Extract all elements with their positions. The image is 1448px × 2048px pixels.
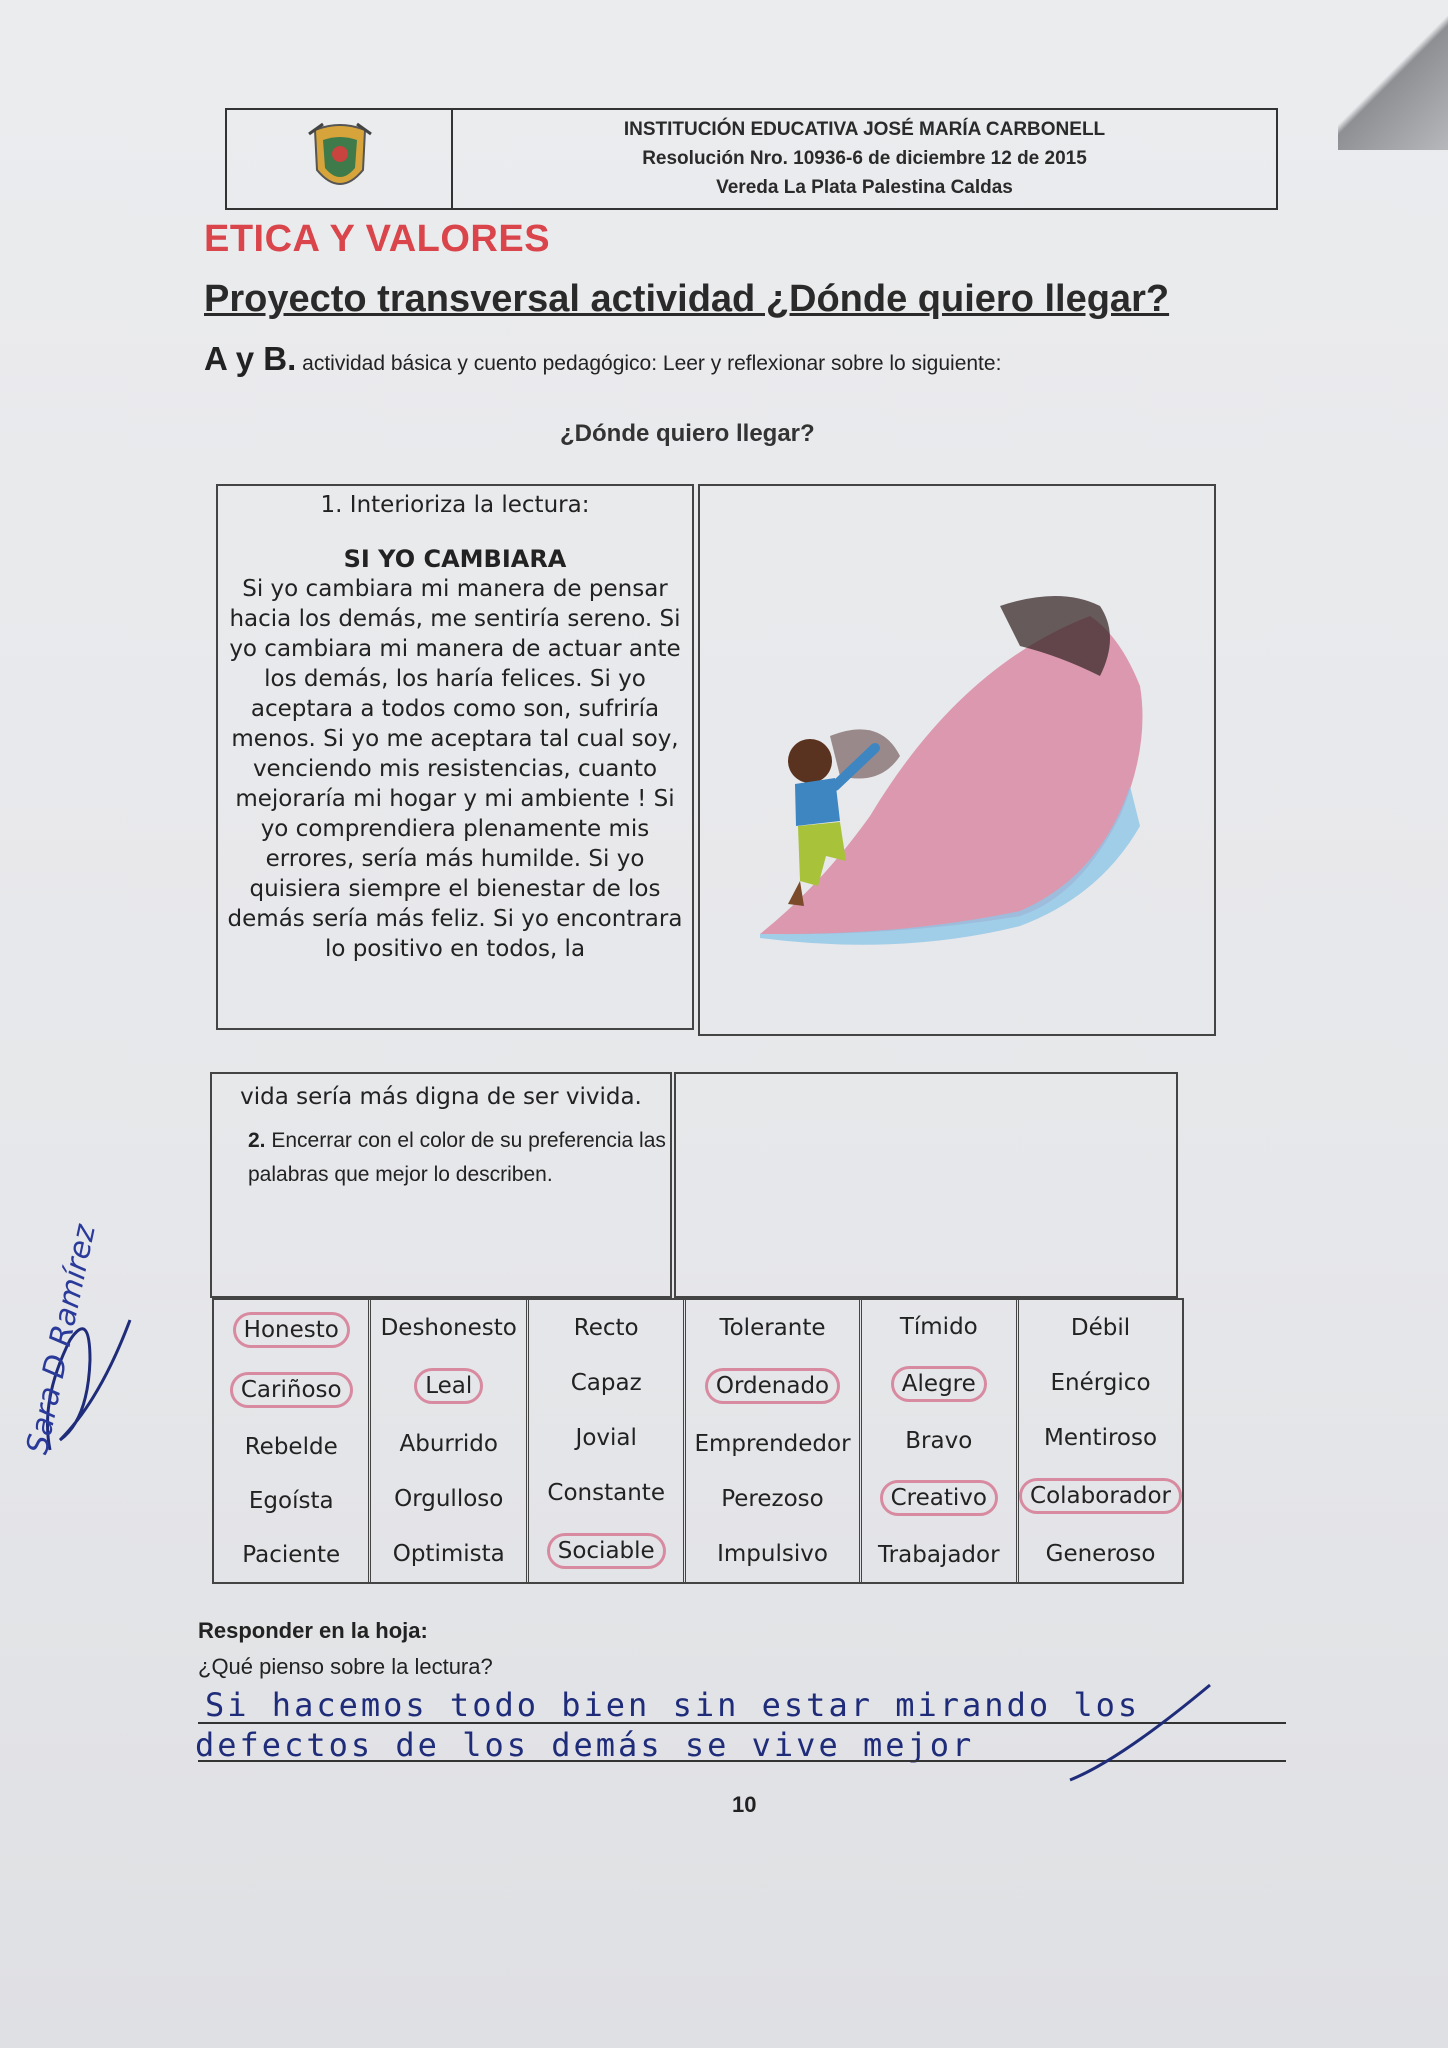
circled-word: Alegre bbox=[891, 1366, 987, 1402]
reading-title: ¿Dónde quiero llegar? bbox=[560, 420, 815, 447]
reading-box bbox=[216, 484, 694, 1030]
circled-word: Sociable bbox=[547, 1533, 666, 1569]
activity-instructions bbox=[204, 340, 1001, 378]
project-title: Proyecto transversal actividad ¿Dónde quiero llegar? bbox=[204, 278, 1170, 320]
circled-word: Honesto bbox=[233, 1312, 350, 1348]
word-column bbox=[371, 1300, 528, 1582]
word-option: Mentiroso bbox=[1043, 1424, 1158, 1451]
word-grid bbox=[212, 1298, 1184, 1584]
handwritten-answer-line-1: Si hacemos todo bien sin estar mirando los bbox=[205, 1686, 1141, 1724]
step2-instructions bbox=[248, 1124, 670, 1192]
word-column bbox=[686, 1300, 861, 1582]
word-option: Orgulloso bbox=[394, 1486, 504, 1513]
circled-word: Colaborador bbox=[1019, 1478, 1182, 1514]
resolution-line: Resolución Nro. 10936-6 de diciembre 12 de 2015 bbox=[642, 147, 1087, 169]
circled-word: Ordenado bbox=[705, 1368, 840, 1404]
word-option: Impulsivo bbox=[717, 1541, 828, 1568]
location-line: Vereda La Plata Palestina Caldas bbox=[716, 176, 1013, 198]
activity-prefix: A y B. bbox=[204, 340, 297, 377]
check-mark-icon bbox=[1060, 1680, 1220, 1790]
school-crest-icon bbox=[227, 110, 453, 210]
word-option: Constante bbox=[547, 1480, 665, 1507]
story-body: Si yo cambiara mi manera de pensar hacia los demás, me sentiría sereno. Si yo cambiara mi manera de actuar ante los demás, los haría felices. Si yo aceptara a todos como son, sufriría menos. Si yo me aceptara tal cual soy, venciendo mis resistencias, cuanto mejoraría mi hogar y mi ambiente ! Si yo comprendiera plenamente mis errores, sería más humilde. Si yo quisiera siempre el bienestar de los demás sería más feliz. Si yo encontrara lo positivo en todos, la bbox=[227, 576, 683, 962]
handwritten-signature bbox=[20, 1221, 210, 1600]
word-column bbox=[862, 1300, 1019, 1582]
child-climbing-mountain-drawing bbox=[700, 486, 1214, 1034]
handwritten-answer-line-2: defectos de los demás se vive mejor bbox=[195, 1726, 975, 1764]
logo-cell bbox=[227, 110, 453, 208]
word-option: Generoso bbox=[1045, 1541, 1156, 1568]
step2-number: 2. bbox=[248, 1129, 266, 1152]
word-option: Paciente bbox=[242, 1542, 341, 1568]
word-option: Deshonesto bbox=[380, 1314, 517, 1341]
word-option: Emprendedor bbox=[694, 1430, 851, 1457]
word-option: Capaz bbox=[570, 1369, 642, 1396]
word-option: Perezoso bbox=[721, 1486, 824, 1513]
subject-title: ETICA Y VALORES bbox=[204, 218, 551, 260]
word-option: Jovial bbox=[575, 1424, 637, 1451]
word-option: Tolerante bbox=[719, 1314, 826, 1341]
word-option: Optimista bbox=[392, 1541, 505, 1568]
institution-header bbox=[225, 108, 1278, 210]
word-option: Bravo bbox=[905, 1428, 973, 1454]
institution-name: INSTITUCIÓN EDUCATIVA JOSÉ MARÍA CARBONELL bbox=[623, 119, 1106, 141]
empty-box bbox=[674, 1072, 1178, 1298]
story-continuation: vida sería más digna de ser vivida. bbox=[240, 1084, 642, 1110]
word-column bbox=[1019, 1300, 1182, 1582]
answer-label: Responder en la hoja: bbox=[198, 1618, 428, 1643]
circled-word: Creativo bbox=[880, 1480, 998, 1516]
page-number: 10 bbox=[732, 1792, 757, 1817]
page-corner-shadow bbox=[1338, 0, 1448, 150]
word-column bbox=[214, 1300, 371, 1582]
word-option: Aburrido bbox=[399, 1430, 498, 1457]
story-title: SI YO CAMBIARA bbox=[343, 545, 567, 573]
activity-text: actividad básica y cuento pedagógico: Leer y reflexionar sobre lo siguiente: bbox=[302, 352, 1002, 375]
reflection-question: ¿Qué pienso sobre la lectura? bbox=[198, 1654, 493, 1679]
step1-heading: 1. Interioriza la lectura: bbox=[320, 492, 590, 518]
signature-name: Sara D Ramírez bbox=[20, 1221, 103, 1458]
word-option: Débil bbox=[1070, 1314, 1131, 1341]
word-option: Egoísta bbox=[248, 1488, 334, 1514]
word-column bbox=[529, 1300, 686, 1582]
header-text bbox=[453, 110, 1276, 208]
word-option: Enérgico bbox=[1050, 1369, 1151, 1396]
illustration-box bbox=[698, 484, 1216, 1036]
circled-word: Leal bbox=[414, 1368, 483, 1404]
continuation-box bbox=[210, 1072, 672, 1298]
circled-word: Cariñoso bbox=[230, 1372, 353, 1408]
word-option: Recto bbox=[573, 1314, 639, 1341]
word-option: Tímido bbox=[899, 1314, 978, 1340]
word-option: Trabajador bbox=[878, 1542, 1000, 1568]
step2-text: Encerrar con el color de su preferencia las palabras que mejor lo describen. bbox=[248, 1129, 666, 1186]
word-option: Rebelde bbox=[244, 1434, 338, 1460]
